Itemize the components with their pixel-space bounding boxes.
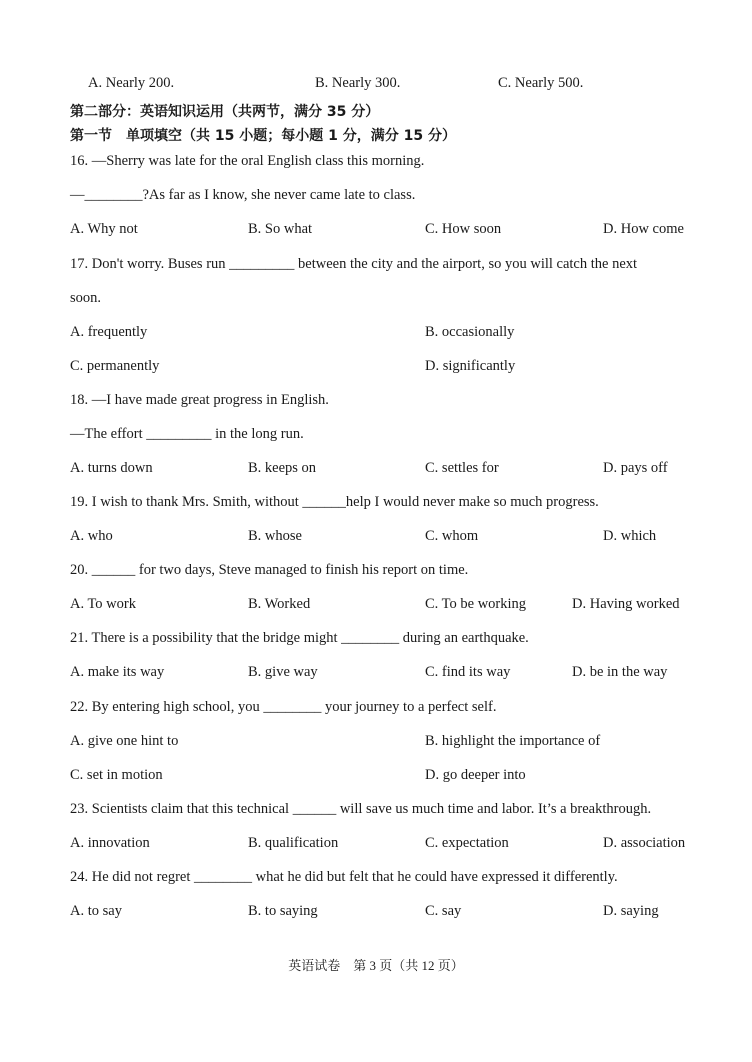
q23-stem: 23. Scientists claim that this technical ______ will save us much time and labor. It’s a breakthrough. — [70, 801, 652, 817]
q23-option-b: B. qualification — [248, 835, 339, 851]
q19-option-c: C. whom — [425, 528, 479, 544]
q23-option-d: D. association — [603, 835, 686, 851]
q18-option-b: B. keeps on — [248, 460, 317, 476]
q18-option-a: A. turns down — [70, 460, 153, 476]
q17-stem-2: soon. — [70, 290, 102, 306]
q22-option-d: D. go deeper into — [425, 767, 526, 783]
q24-option-c: C. say — [425, 903, 462, 919]
q16-stem-2: —________?As far as I know, she never came late to class. — [70, 187, 416, 203]
q17-option-b: B. occasionally — [425, 324, 515, 340]
q16-stem: 16. —Sherry was late for the oral English class this morning. — [70, 153, 425, 169]
q19-option-a: A. who — [70, 528, 113, 544]
q21-option-d: D. be in the way — [572, 664, 668, 680]
q15-option-a: A. Nearly 200. — [88, 75, 175, 91]
q17-option-a: A. frequently — [70, 324, 148, 340]
q20-stem: 20. ______ for two days, Steve managed to finish his report on time. — [70, 562, 469, 578]
q21-stem: 21. There is a possibility that the bridge might ________ during an earthquake. — [70, 630, 529, 646]
q19-option-b: B. whose — [248, 528, 302, 544]
q17-option-c: C. permanently — [70, 358, 160, 374]
q17-stem: 17. Don't worry. Buses run _________ between the city and the airport, so you will catch the next — [70, 256, 638, 272]
q22-stem: 22. By entering high school, you ________ your journey to a perfect self. — [70, 699, 497, 715]
q18-stem: 18. —I have made great progress in English. — [70, 392, 329, 408]
q19-option-d: D. which — [603, 528, 657, 544]
q16-option-a: A. Why not — [70, 221, 138, 237]
q16-option-c: C. How soon — [425, 221, 502, 237]
q16-option-d: D. How come — [603, 221, 684, 237]
page-footer: 英语试卷 第 3 页（共 12 页） — [288, 958, 464, 973]
q15-option-b: B. Nearly 300. — [315, 75, 401, 91]
q16-option-b: B. So what — [248, 221, 313, 237]
q24-option-a: A. to say — [70, 903, 122, 919]
q20-option-a: A. To work — [70, 596, 136, 612]
q21-option-c: C. find its way — [425, 664, 511, 680]
section1-title: 第一节 单项填空（共 15 小题；每小题 1 分，满分 15 分） — [70, 128, 456, 144]
q20-option-b: B. Worked — [248, 596, 311, 612]
q24-option-b: B. to saying — [248, 903, 318, 919]
q19-stem: 19. I wish to thank Mrs. Smith, without ______help I would never make so much progress. — [70, 494, 599, 510]
q23-option-c: C. expectation — [425, 835, 509, 851]
q21-option-b: B. give way — [248, 664, 318, 680]
q22-option-b: B. highlight the importance of — [425, 733, 601, 749]
q22-option-c: C. set in motion — [70, 767, 163, 783]
q20-option-c: C. To be working — [425, 596, 527, 612]
q15-option-c: C. Nearly 500. — [498, 75, 584, 91]
q23-option-a: A. innovation — [70, 835, 150, 851]
q18-stem-2: —The effort _________ in the long run. — [70, 426, 304, 442]
q18-option-d: D. pays off — [603, 460, 668, 476]
q24-option-d: D. saying — [603, 903, 659, 919]
q18-option-c: C. settles for — [425, 460, 499, 476]
q20-option-d: D. Having worked — [572, 596, 680, 612]
part2-title: 第二部分：英语知识运用（共两节，满分 35 分） — [70, 104, 380, 120]
q21-option-a: A. make its way — [70, 664, 165, 680]
q24-stem: 24. He did not regret ________ what he did but felt that he could have expressed it differently. — [70, 869, 618, 885]
q22-option-a: A. give one hint to — [70, 733, 179, 749]
q17-option-d: D. significantly — [425, 358, 516, 374]
